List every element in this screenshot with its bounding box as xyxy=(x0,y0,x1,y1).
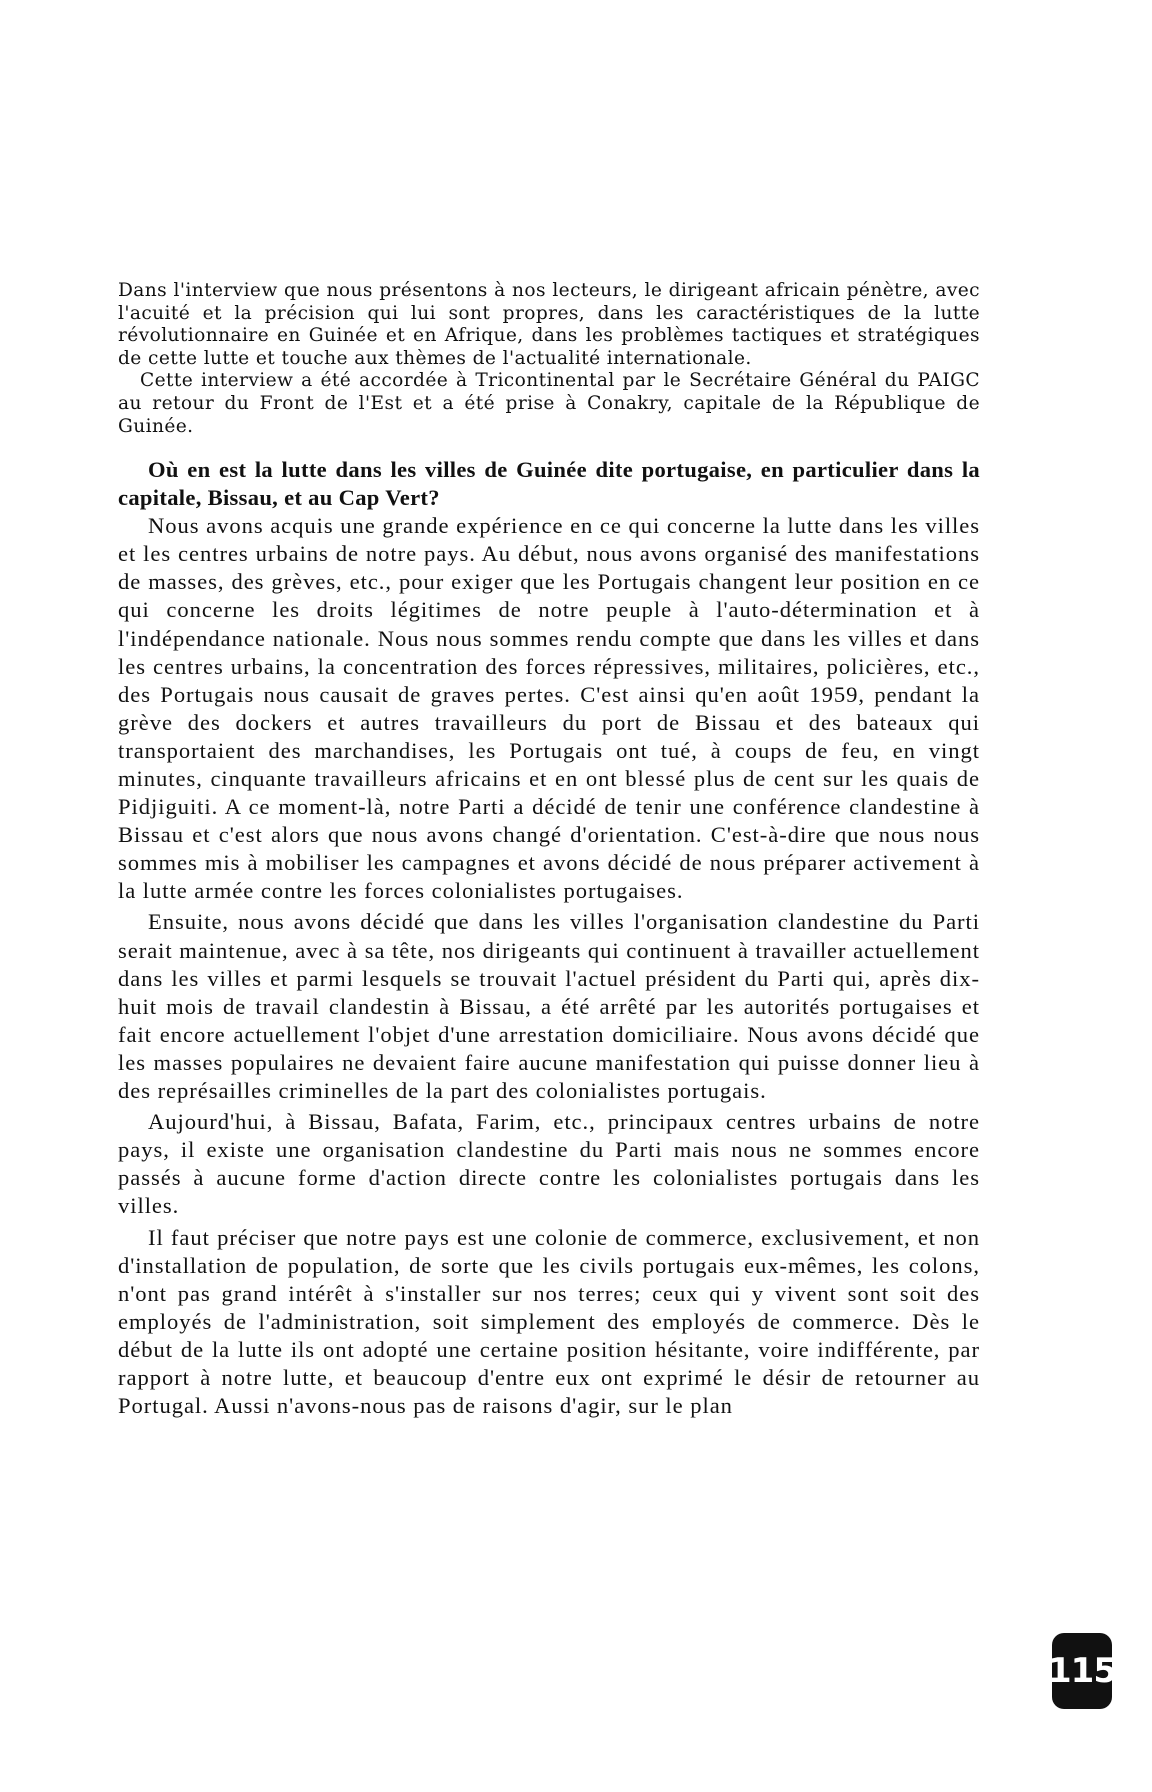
answer-paragraph: Aujourd'hui, à Bissau, Bafata, Farim, etc., principaux centres urbains de notre pays, il existe une organisation clandestine du Parti mais nous ne sommes encore passés à aucune forme d'action directe contre les colonialistes portugais dans les villes. xyxy=(118,1109,980,1219)
answer-paragraph: Ensuite, nous avons décidé que dans les villes l'organisation clandestine du Parti serait maintenue, avec à sa tête, nos dirigeants qui continuent à travailler actuellement dans les villes et parmi lesquels se trouvait l'actuel président du Parti qui, après dix-huit mois de travail clandestin à Bissau, a été arrêté par les autorités portugaises et fait encore actuellement l'objet d'une arrestation domiciliaire. Nous avons décidé que les masses populaires ne devaient faire aucune manifestation qui puisse donner lieu à des représailles criminelles de la part des colonialistes portugais. xyxy=(118,909,980,1104)
intro-text xyxy=(118,280,980,438)
page-content xyxy=(118,280,980,1420)
answer-paragraph: Il faut préciser que notre pays est une colonie de commerce, exclusivement, et non d'installation de population, de sorte que les civils portugais eux-mêmes, les colons, n'ont pas grand intérêt à s'installer sur nos terres; ceux qui y vivent sont soit des employés de l'administration, soit simplement des employés de commerce. Dès le début de la lutte ils ont adopté une certaine position hésitante, voire indifférente, par rapport à notre lutte, et beaucoup d'entre eux ont exprimé le désir de retourner au Portugal. Aussi n'avons-nous pas de raisons d'agir, sur le plan xyxy=(118,1224,980,1419)
intro-paragraph: Cette interview a été accordée à Tricontinental par le Secrétaire Général du PAIGC au retour du Front de l'Est et a été prise à Conakry, capitale de la République de Guinée. xyxy=(118,370,980,437)
answer-text xyxy=(118,512,980,1420)
answer-paragraph: Nous avons acquis une grande expérience en ce qui concerne la lutte dans les villes et les centres urbains de notre pays. Au début, nous avons organisé des manifestations de masses, des grèves, etc., pour exiger que les Portugais changent leur position en ce qui concerne les droits légitimes de notre peuple à l'auto-détermination et à l'indépendance nationale. Nous nous sommes rendu compte que dans les villes et dans les centres urbains, la concentration des forces répressives, militaires, policières, etc., des Portugais nous causait de graves pertes. C'est ainsi qu'en août 1959, pendant la grève des dockers et autres travailleurs du port de Bissau et des bateaux qui transportaient des marchandises, les Portugais ont tué, à coups de feu, en vingt minutes, cinquante travailleurs africains et en ont blessé plus de cent sur les quais de Pidjiguiti. A ce moment-là, notre Parti a décidé de tenir une conférence clandestine à Bissau et c'est alors que nous avons changé d'orientation. C'est-à-dire que nous nous sommes mis à mobiliser les campagnes et avons décidé de nous préparer activement à la lutte armée contre les forces colonialistes portugaises. xyxy=(118,513,980,904)
intro-paragraph: Dans l'interview que nous présentons à nos lecteurs, le dirigeant africain pénètre, avec l'acuité et la précision qui lui sont propres, dans les caractéristiques de la lutte révolutionnaire en Guinée et en Afrique, dans les problèmes tactiques et stratégiques de cette lutte et touche aux thèmes de l'actualité internationale. xyxy=(118,280,980,369)
page-number-badge: 115 xyxy=(1052,1633,1112,1709)
interview-question: Où en est la lutte dans les villes de Guinée dite portugaise, en particulier dans la capitale, Bissau, et au Cap Vert? xyxy=(118,457,980,511)
